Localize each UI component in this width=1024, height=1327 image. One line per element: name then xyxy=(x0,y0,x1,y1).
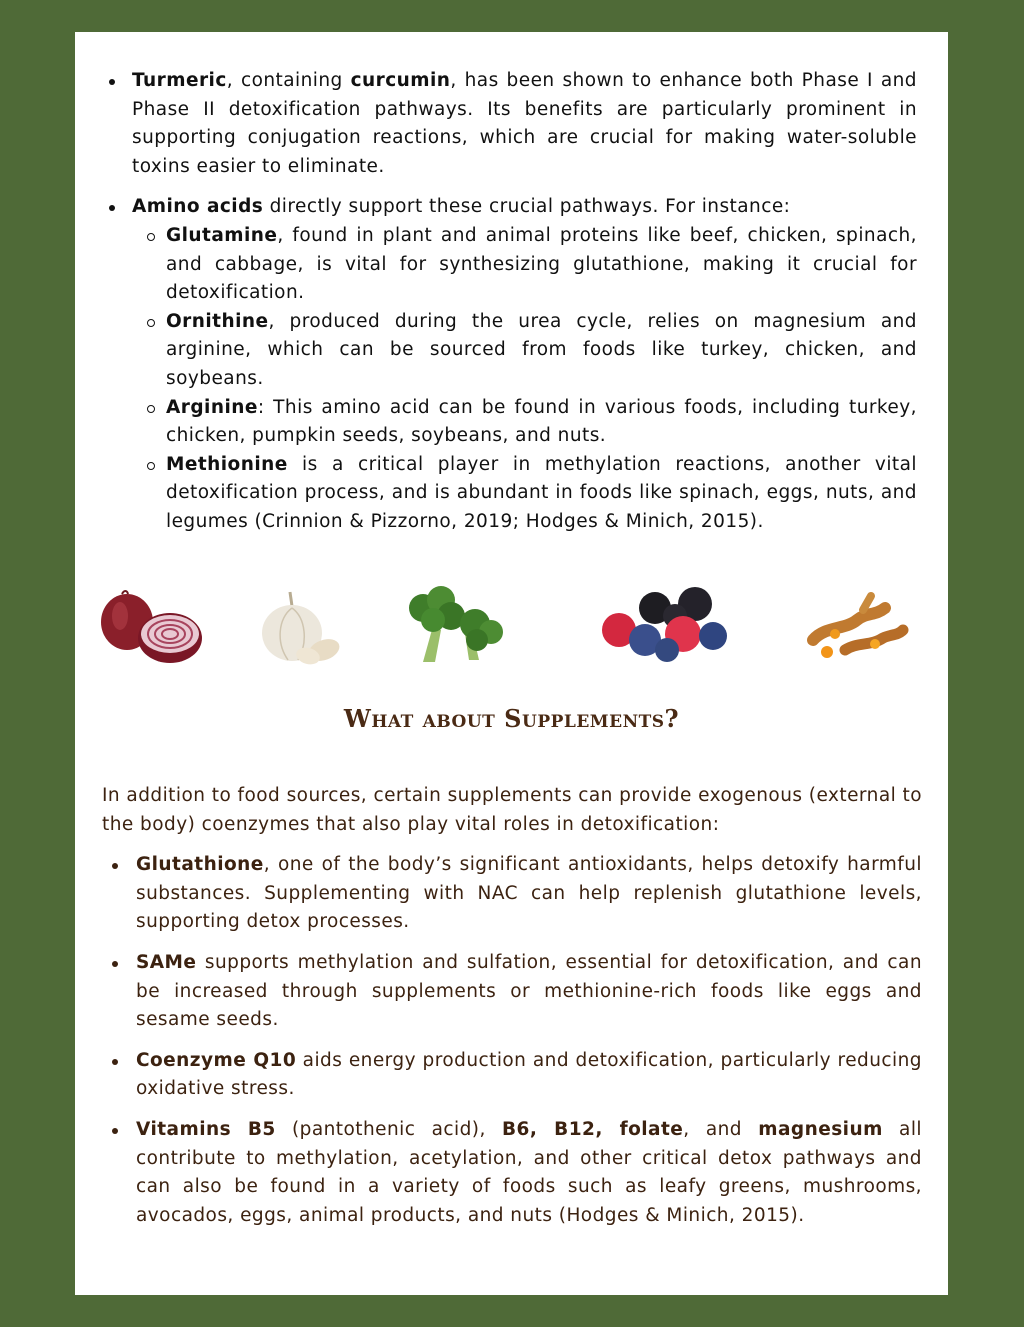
section-heading: What about Supplements? xyxy=(343,704,680,733)
bullet-icon xyxy=(112,1059,118,1065)
berries-icon xyxy=(595,586,735,666)
text: , one of the body’s significant antioxidants, helps detoxify harmful substances. Supplementing with NAC can help replenish glutathione levels, supporting detox processes. xyxy=(136,854,922,933)
circle-bullet-icon xyxy=(147,405,155,413)
term-same: SAMe xyxy=(136,951,197,973)
text: , containing xyxy=(226,70,351,91)
detox-nutrients-list xyxy=(102,67,917,537)
food-images-row xyxy=(95,584,925,674)
subitem-methionine xyxy=(132,451,917,537)
bullet-icon xyxy=(112,961,118,967)
list-item-amino-acids xyxy=(102,193,917,536)
term-coenzyme-q10: Coenzyme Q10 xyxy=(136,1049,297,1071)
text: supports methylation and sulfation, essential for detoxification, and can be increased through supplements or methionine-rich foods like eggs and sesame seeds. xyxy=(136,951,922,1031)
supplements-section xyxy=(102,782,922,1230)
text: : This amino acid can be found in various foods, including turkey, chicken, pumpkin seeds, soybeans, and nuts. xyxy=(166,396,917,447)
text: is a critical player in methylation reactions, another vital detoxification process, and is abundant in foods like spinach, eggs, nuts, and legumes (Crinnion & Pizzorno, 2019; Hodges & Minich, 2015). xyxy=(166,453,917,532)
text: , has been shown to enhance both Phase I and Phase II detoxification pathways. Its benefits are particularly prominent in supporting conjugation reactions, which are crucial for making water-soluble toxins easier to eliminate. xyxy=(132,70,917,177)
red-onion-icon xyxy=(100,588,205,668)
broccoli-icon xyxy=(403,586,508,666)
circle-bullet-icon xyxy=(147,233,155,241)
text: , produced during the urea cycle, relies on magnesium and arginine, which can be sourced from foods like turkey, chicken, and soybeans. xyxy=(166,310,917,389)
term-methionine: Methionine xyxy=(166,453,288,475)
amino-sublist xyxy=(132,222,917,537)
document-page xyxy=(75,32,948,1295)
term-amino-acids: Amino acids xyxy=(132,196,264,218)
term-turmeric: Turmeric xyxy=(132,70,227,91)
text: aids energy production and detoxification, particularly reducing oxidative stress. xyxy=(136,1049,922,1100)
term-glutamine: Glutamine xyxy=(166,224,278,246)
turmeric-root-icon xyxy=(805,590,910,665)
bullet-icon xyxy=(112,1128,118,1134)
circle-bullet-icon xyxy=(147,319,155,327)
bullet-icon xyxy=(112,863,118,869)
term-b-vitamins: B6, B12, folate xyxy=(502,1118,684,1140)
supplements-list xyxy=(102,851,922,1230)
list-item-vitamins xyxy=(102,1116,922,1230)
term-curcumin: curcumin xyxy=(350,70,451,91)
supplements-intro: In addition to food sources, certain supplements can provide exogenous (external to the body) coenzymes that also play vital roles in detoxification: xyxy=(102,785,922,835)
list-item-glutathione xyxy=(102,851,922,937)
term-vitamins-b5: Vitamins B5 xyxy=(136,1118,276,1140)
circle-bullet-icon xyxy=(147,462,155,470)
term-glutathione: Glutathione xyxy=(136,854,264,876)
list-item-coq10 xyxy=(102,1047,922,1104)
list-item-same xyxy=(102,949,922,1035)
text: directly support these crucial pathways. For instance: xyxy=(263,196,791,218)
term-magnesium: magnesium xyxy=(758,1118,883,1140)
text: (pantothenic acid), xyxy=(275,1118,502,1140)
subitem-glutamine xyxy=(132,222,917,308)
bullet-icon xyxy=(109,205,115,211)
term-arginine: Arginine xyxy=(166,396,258,418)
term-ornithine: Ornithine xyxy=(166,310,269,332)
text: all contribute to methylation, acetylation, and other critical detox pathways and can also be found in a variety of foods such as leafy greens, mushrooms, avocados, eggs, animal products, and nuts (Hodges & Minich, 2015). xyxy=(136,1118,923,1226)
text: , found in plant and animal proteins like beef, chicken, spinach, and cabbage, is vital for synthesizing glutathione, making it crucial for detoxification. xyxy=(166,224,917,304)
subitem-ornithine xyxy=(132,308,917,394)
list-item-turmeric xyxy=(102,67,917,181)
subitem-arginine xyxy=(132,394,917,451)
bullet-icon xyxy=(109,79,115,85)
text: , and xyxy=(683,1118,759,1140)
garlic-icon xyxy=(258,588,348,668)
